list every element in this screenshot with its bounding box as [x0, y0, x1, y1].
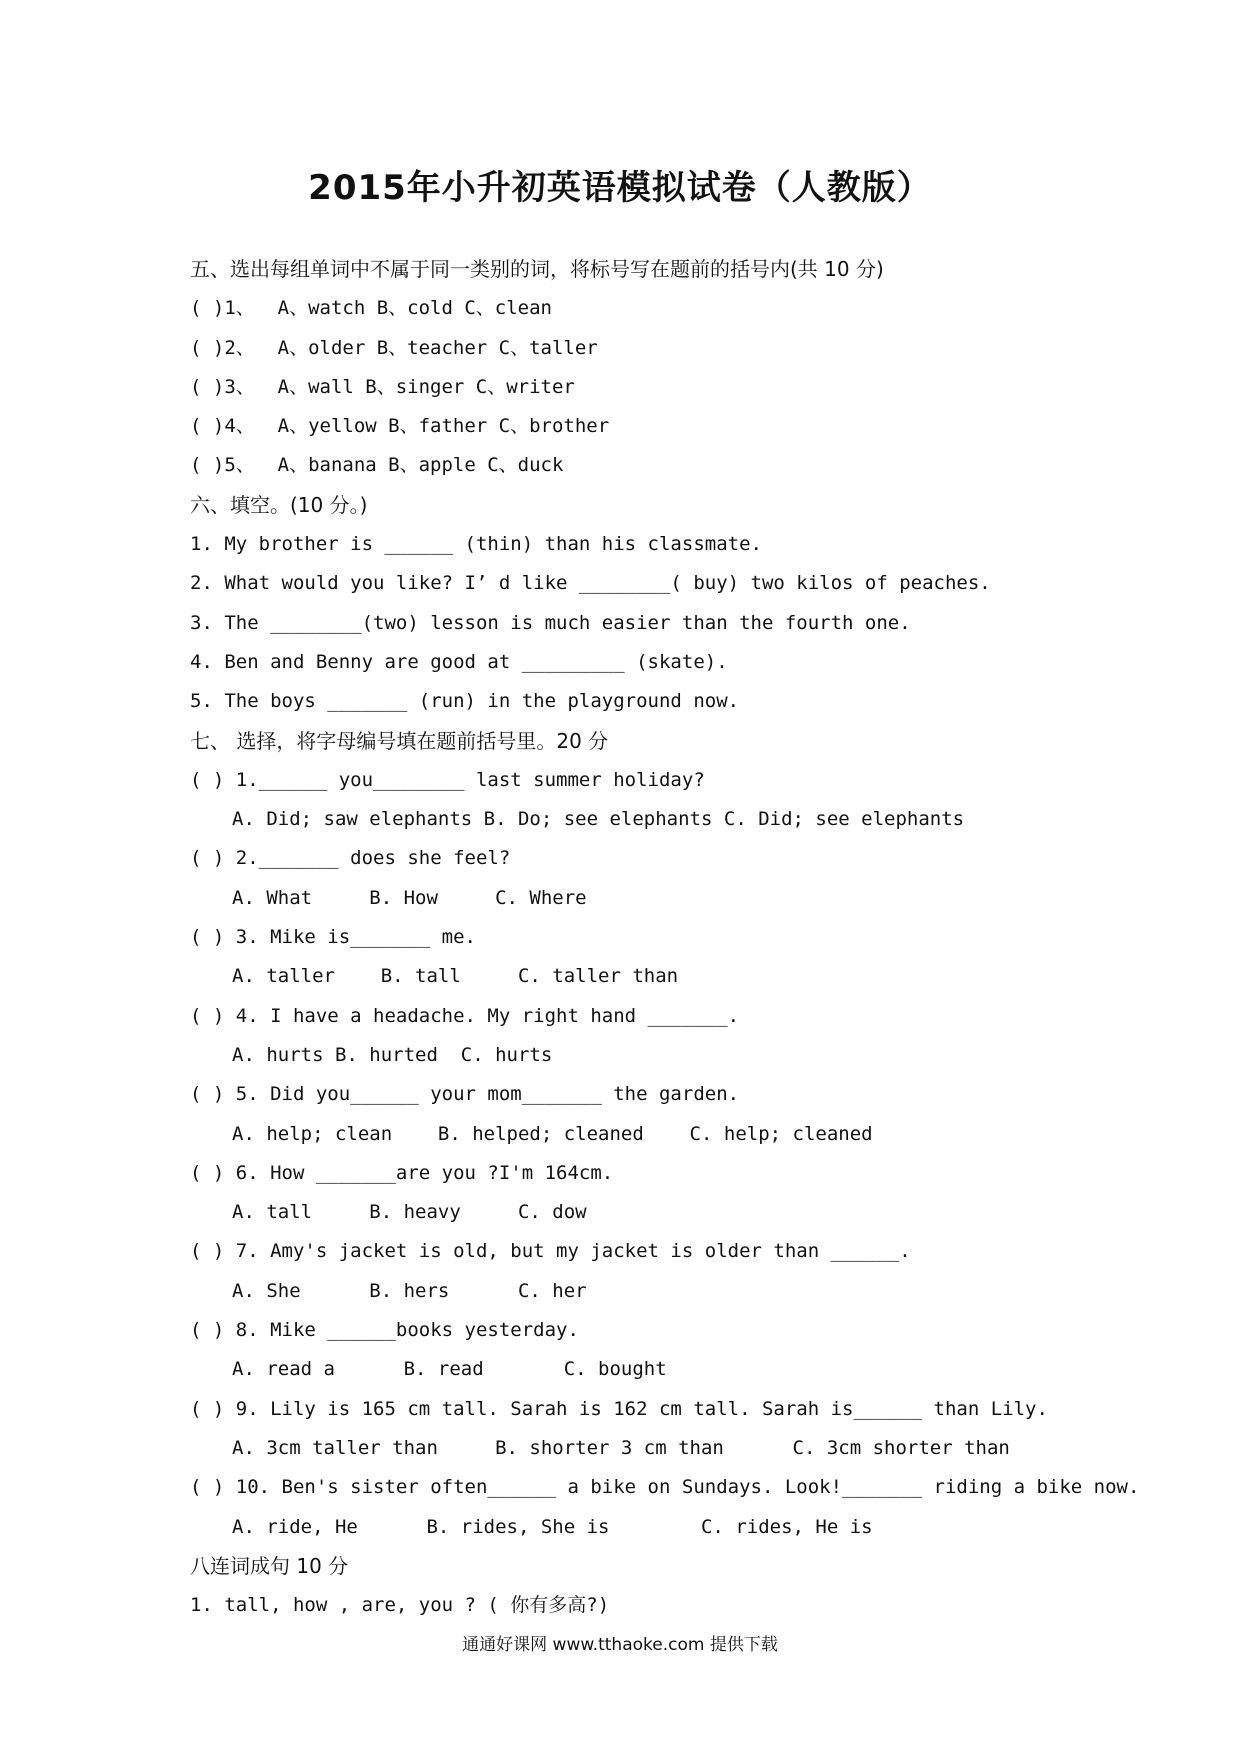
question-line: ( ) 6. How _______are you ?I'm 164cm.	[190, 1161, 614, 1184]
question-options: A. ride, He B. rides, She is C. rides, He is	[232, 1515, 873, 1538]
section-5-item: ( )5、 A、banana B、apple C、duck	[190, 454, 564, 477]
question-line: ( ) 4. I have a headache. My right hand _______.	[190, 1004, 740, 1027]
page-title: 2015年小升初英语模拟试卷（人教版）	[308, 168, 932, 208]
section-5-item: ( )1、 A、watch B、cold C、clean	[190, 297, 552, 320]
question-options: A. taller B. tall C. taller than	[232, 965, 679, 988]
section-5-heading: 五、选出每组单词中不属于同一类别的词，将标号写在题前的括号内(共 10 分)	[190, 257, 884, 281]
section-5-item: ( )2、 A、older B、teacher C、taller	[190, 336, 598, 359]
question-options: A. help; clean B. helped; cleaned C. help; cleaned	[232, 1122, 873, 1145]
section-6-item: 3. The ________(two) lesson is much easier than the fourth one.	[190, 611, 911, 634]
question-options: A. hurts B. hurted C. hurts	[232, 1043, 553, 1066]
exam-content	[190, 250, 1150, 1625]
question-options: A. 3cm taller than B. shorter 3 cm than C. 3cm shorter than	[232, 1436, 1010, 1459]
section-5-item: ( )3、 A、wall B、singer C、writer	[190, 375, 575, 398]
question-options: A. tall B. heavy C. dow	[232, 1201, 587, 1224]
question-options: A. What B. How C. Where	[232, 886, 587, 909]
section-6-item: 1. My brother is ______ (thin) than his classmate.	[190, 533, 762, 556]
section-6-item: 2. What would you like? I’ d like ________( buy) two kilos of peaches.	[190, 572, 991, 595]
section-6-item: 5. The boys _______ (run) in the playground now.	[190, 690, 740, 713]
question-options: A. read a B. read C. bought	[232, 1358, 667, 1381]
section-6-item: 4. Ben and Benny are good at _________ (skate).	[190, 650, 728, 673]
question-line: ( ) 3. Mike is_______ me.	[190, 926, 476, 949]
section-7-heading: 七、 选择，将字母编号填在题前括号里。20 分	[190, 728, 609, 753]
question-line: ( ) 9. Lily is 165 cm tall. Sarah is 162 cm tall. Sarah is______ than Lily.	[190, 1397, 1048, 1420]
question-line: ( ) 2._______ does she feel?	[190, 847, 511, 870]
question-line: ( ) 5. Did you______ your mom_______ the garden.	[190, 1083, 740, 1106]
section-5-item: ( )4、 A、yellow B、father C、brother	[190, 415, 610, 438]
section-8-item: 1. tall, how , are, you ? ( 你有多高?)	[190, 1594, 610, 1617]
question-options: A. She B. hers C. her	[232, 1279, 587, 1302]
question-line: ( ) 1.______ you________ last summer holiday?	[190, 768, 705, 791]
question-line: ( ) 7. Amy's jacket is old, but my jacket is older than ______.	[190, 1240, 911, 1263]
question-line: ( ) 8. Mike ______books yesterday.	[190, 1319, 579, 1342]
question-line: ( ) 10. Ben's sister often______ a bike on Sundays. Look!_______ riding a bike now.	[190, 1476, 1140, 1499]
question-options: A. Did; saw elephants B. Do; see elephants C. Did; see elephants	[232, 808, 965, 831]
section-8-heading: 八连词成句 10 分	[190, 1553, 349, 1578]
section-6-heading: 六、填空。(10 分。)	[190, 492, 368, 517]
page-footer: 通通好课网 www.tthaoke.com 提供下载	[462, 1635, 778, 1655]
